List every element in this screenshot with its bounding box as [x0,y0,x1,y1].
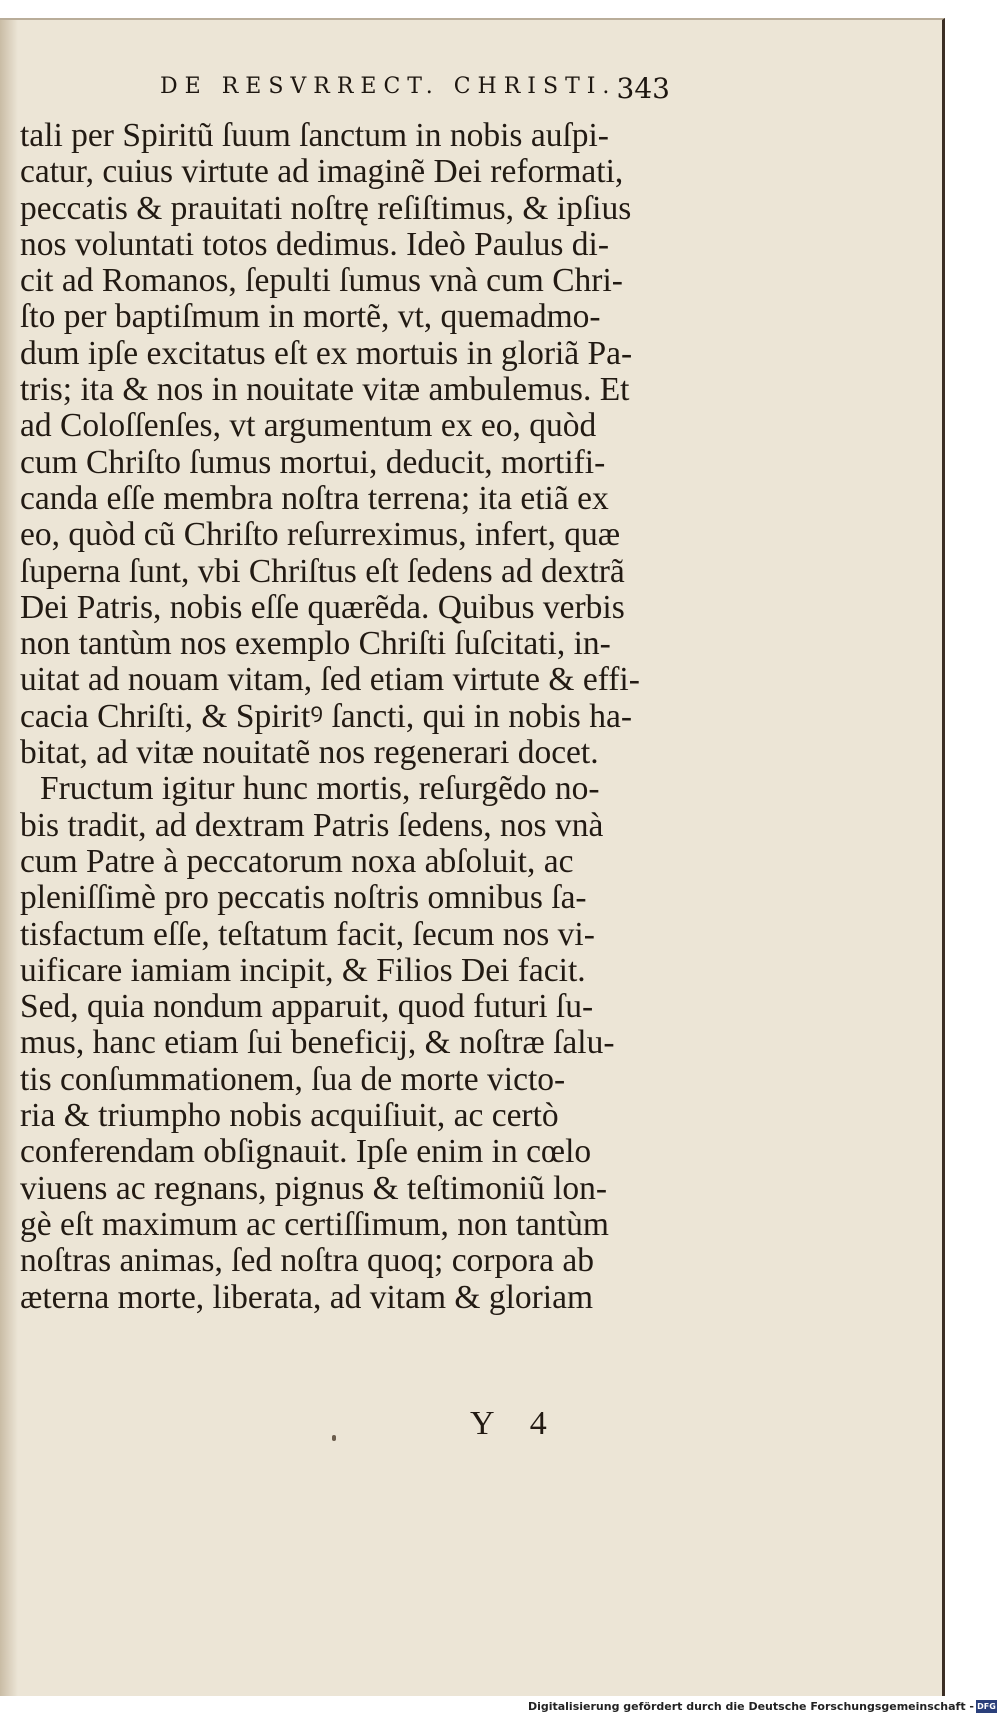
ink-speck [332,1435,336,1441]
text-line: cum Patre à peccatorum noxa abſoluit, ac [20,843,574,880]
text-line: tisfactum eſſe, teſtatum facit, ſecum nos vi- [20,916,595,953]
page-gutter-shadow [0,20,18,1696]
text-line: cum Chriſto ſumus mortui, deducit, mortifi- [20,444,606,481]
text-line: mus, hanc etiam ſui beneficij, & noſtræ ſalu- [20,1025,615,1062]
text-line: conferendam obſignauit. Ipſe enim in cœlo [20,1134,592,1171]
text-line: nos voluntati totos dedimus. Ideò Paulus di- [20,226,610,263]
text-line: uificare iamiam incipit, & Filios Dei facit. [20,952,586,989]
text-line: ad Coloſſenſes, vt argumentum ex eo, quòd [20,408,597,445]
text-line: uitat ad nouam vitam, ſed etiam virtute & effi- [20,662,640,699]
text-line: Fructum igitur hunc mortis, reſurgẽdo no- [40,771,600,808]
text-line: ria & triumpho nobis acquiſiuit, ac certò [20,1098,559,1135]
digitization-credit-bar [0,1696,1000,1718]
book-page [0,18,945,1696]
page-number: 343 [616,72,670,105]
text-line: tis conſummationem, ſua de morte victo- [20,1061,566,1098]
credit-text: Digitalisierung gefördert durch die Deutsche Forschungsgemeinschaft - [527,1700,974,1713]
text-line: canda eſſe membra noſtra terrena; ita etiã ex [20,480,609,517]
text-line: ſuperna ſunt, vbi Chriſtus eſt ſedens ad dextrã [20,553,625,590]
text-line: viuens ac regnans, pignus & teſtimoniũ lon- [20,1170,608,1207]
page-header [160,72,670,108]
text-line: pleniſſimè pro peccatis noſtris omnibus ſa- [20,880,587,917]
signature-mark: Y 4 [470,1405,561,1442]
text-line: Sed, quia nondum apparuit, quod futuri ſu- [20,989,594,1026]
text-line: dum ipſe excitatus eſt ex mortuis in gloriã Pa- [20,335,633,372]
text-line: bis tradit, ad dextram Patris ſedens, nos vnà [20,807,604,844]
text-line: bitat, ad vitæ nouitatẽ nos regenerari docet. [20,735,599,772]
text-line: cit ad Romanos, ſepulti ſumus vnà cum Chri- [20,263,623,300]
text-line: peccatis & prauitati noſtrę reſiſtimus, & ipſius [20,190,632,227]
text-line: eo, quòd cũ Chriſto reſurreximus, infert, quæ [20,517,621,554]
text-line: Dei Patris, nobis eſſe quærẽda. Quibus verbis [20,589,625,626]
text-line: catur, cuius virtute ad imaginẽ Dei reformati, [20,154,624,191]
text-line: non tantùm nos exemplo Chriſti ſuſcitati, in- [20,626,611,663]
dfg-logo: DFG [977,1702,996,1711]
text-line: cacia Chriſti, & Spiritꝰ ſancti, qui in nobis ha- [20,698,632,735]
text-line: noſtras animas, ſed noſtra quoq; corpora ab [20,1243,594,1280]
text-line: gè eſt maximum ac certiſſimum, non tantùm [20,1206,609,1243]
text-line: tali per Spiritũ ſuum ſanctum in nobis auſpi- [20,118,609,154]
text-line: ſto per baptiſmum in mortẽ, vt, quemadmo- [20,299,601,336]
text-line: tris; ita & nos in nouitate vitæ ambulemus. Et [20,372,630,409]
running-head: DE RESVRRECT. CHRISTI. [160,74,617,99]
text-line: æterna morte, liberata, ad vitam & gloriam [20,1279,594,1316]
page-footer [430,1405,670,1449]
body-text [20,118,665,1316]
